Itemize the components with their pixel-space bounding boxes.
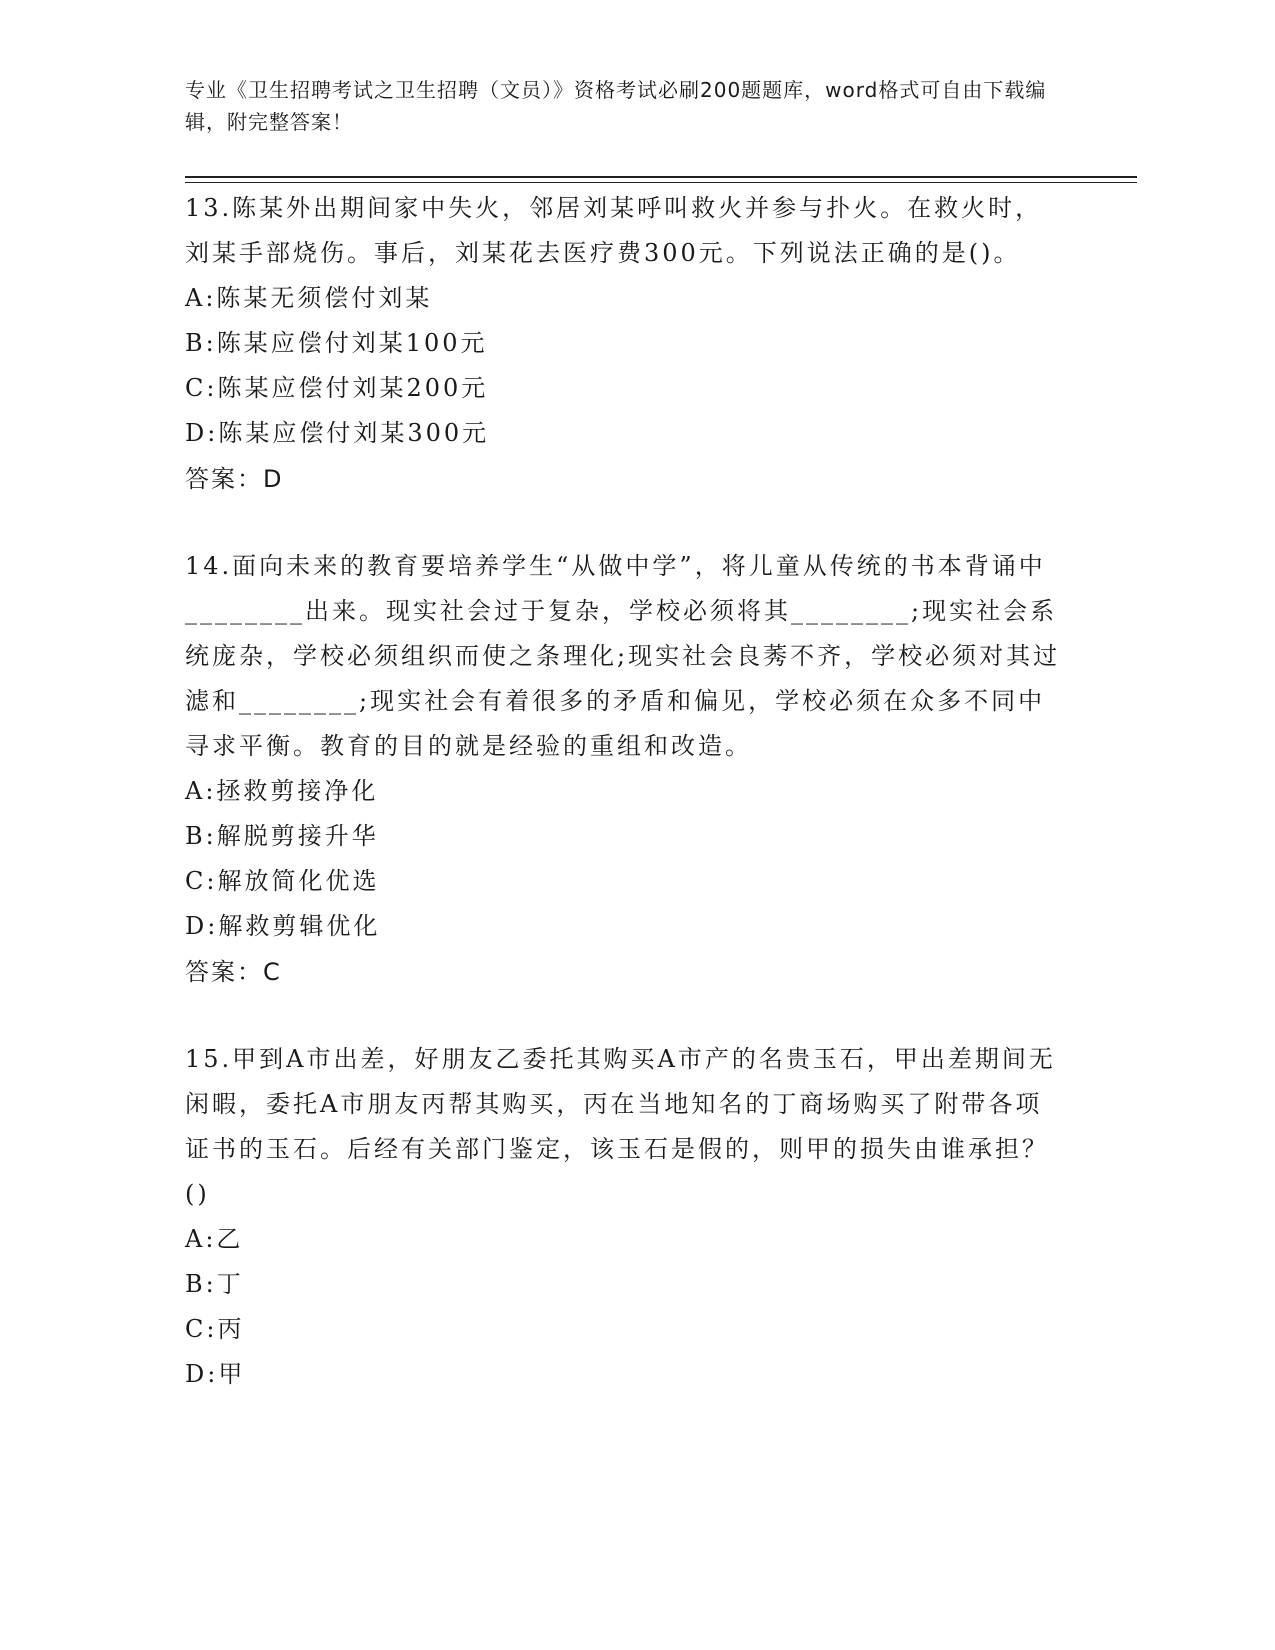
option-a: A:拯救剪接净化 xyxy=(185,777,379,805)
answer-label: 答案：D xyxy=(185,465,284,493)
question-stem: 15.甲到A市出差，好朋友乙委托其购买A市产的名贵玉石，甲出差期间无闲暇，委托A市朋友丙帮其购买，丙在当地知名的丁商场购买了附带各项证书的玉石。后经有关部门鉴定，该玉石是假的，则甲的损失由谁承担？() xyxy=(185,1045,1056,1208)
option-b: B:解脱剪接升华 xyxy=(185,822,379,850)
question-spacer xyxy=(185,502,1065,544)
option-d: D:解救剪辑优化 xyxy=(185,912,381,940)
option-c: C:陈某应偿付刘某200元 xyxy=(185,374,489,402)
option-a: A:乙 xyxy=(185,1225,244,1253)
question-list xyxy=(185,186,1065,1397)
option-b: B:陈某应偿付刘某100元 xyxy=(185,329,488,357)
header-divider-thin xyxy=(185,182,1137,183)
answer-label: 答案：C xyxy=(185,958,282,986)
question-spacer xyxy=(185,995,1065,1037)
option-b: B:丁 xyxy=(185,1270,244,1298)
header-divider-thick xyxy=(185,176,1137,178)
document-header: 专业《卫生招聘考试之卫生招聘（文员）》资格考试必刷200题题库，word格式可自由下载编辑，附完整答案！ xyxy=(185,78,1047,134)
option-d: D:陈某应偿付刘某300元 xyxy=(185,419,490,447)
option-d: D:甲 xyxy=(185,1360,246,1388)
question-15 xyxy=(185,1037,1065,1397)
option-c: C:丙 xyxy=(185,1315,245,1343)
option-c: C:解放简化优选 xyxy=(185,867,380,895)
question-stem: 13.陈某外出期间家中失火，邻居刘某呼叫救火并参与扑火。在救火时，刘某手部烧伤。事后，刘某花去医疗费300元。下列说法正确的是()。 xyxy=(185,194,1043,267)
question-13 xyxy=(185,186,1065,502)
question-stem: 14.面向未来的教育要培养学生“从做中学”，将儿童从传统的书本背诵中________出来。现实社会过于复杂，学校必须将其________;现实社会系统庞杂，学校必须组织而使之条理化;现实社会良莠不齐，学校必须对其过滤和________;现实社会有着很多的矛盾和偏见，学校必须在众多不同中寻求平衡。教育的目的就是经验的重组和改造。 xyxy=(185,552,1061,760)
option-a: A:陈某无须偿付刘某 xyxy=(185,284,433,312)
question-14 xyxy=(185,544,1065,995)
